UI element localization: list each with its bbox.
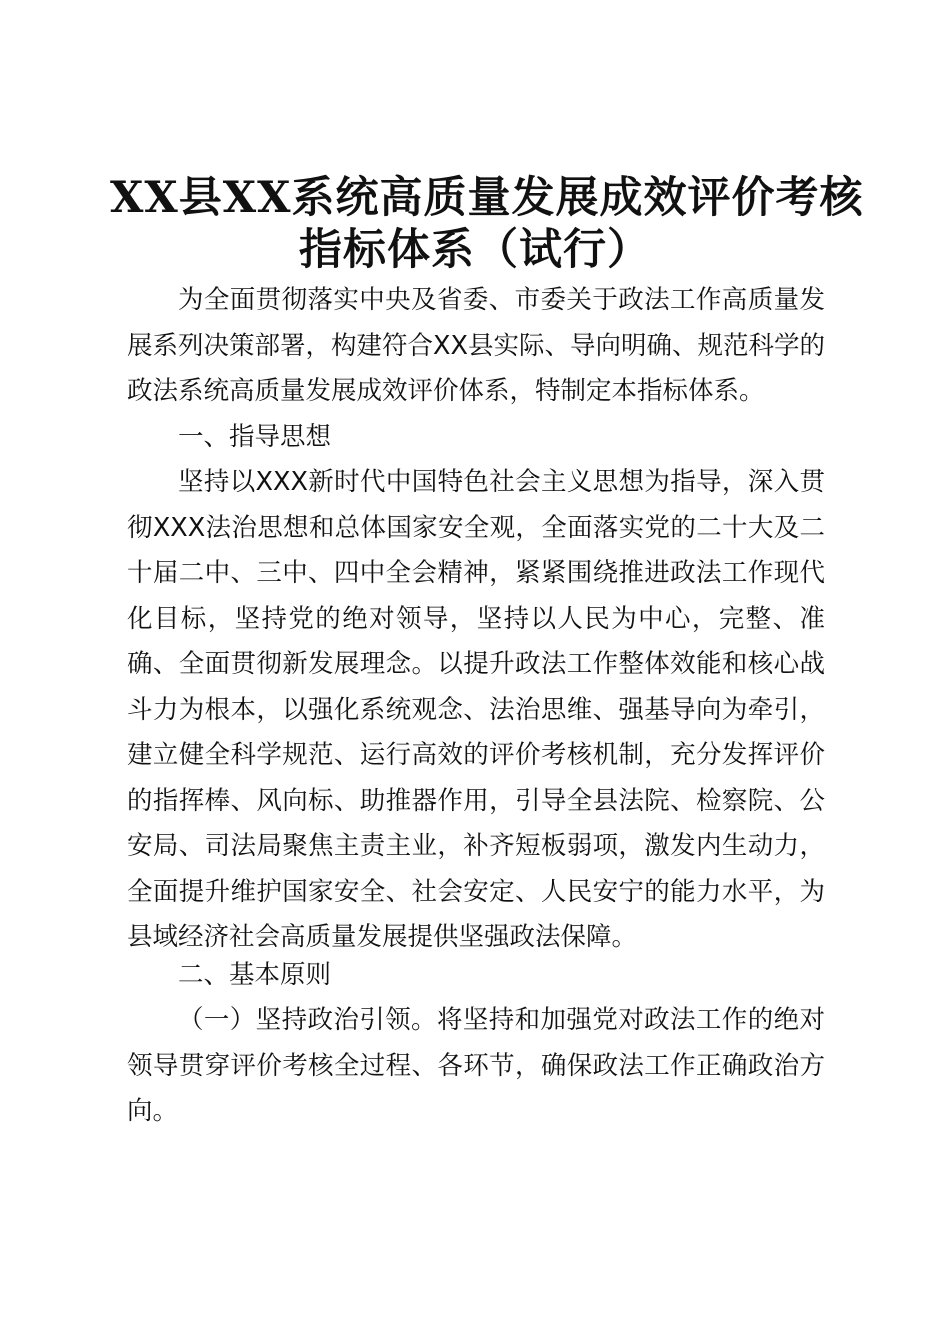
document-title-line-2: 指标体系（试行） xyxy=(299,225,651,275)
section-heading-guiding-ideology: 一、指导思想 xyxy=(178,422,332,452)
guiding-ideology-paragraph: 坚持以XXX新时代中国特色社会主义思想为指导，深入贯彻XXX法治思想和总体国家安全观，全面落实党的二十大及二十届二中、三中、四中全会精神，紧紧围绕推进政法工作现代化目标，坚持党的绝对领导，坚持以人民为中心，完整、准确、全面贯彻新发展理念。以提升政法工作整体效能和核心战斗力为根本，以强化系统观念、法治思维、强基导向为牵引，建立健全科学规范、运行高效的评价考核机制，充分发挥评价的指挥棒、风向标、助推器作用，引导全县法院、检察院、公安局、司法局聚焦主责主业，补齐短板弱项，激发内生动力，全面提升维护国家安全、社会安定、人民安宁的能力水平，为县域经济社会高质量发展提供坚强政法保障。 xyxy=(127,467,825,952)
section-heading-basic-principles: 二、基本原则 xyxy=(178,960,332,990)
basic-principle-item-1: （一）坚持政治引领。将坚持和加强党对政法工作的绝对领导贯穿评价考核全过程、各环节，确保政法工作正确政治方向。 xyxy=(127,1005,825,1126)
document-title-line-1: XX县XX系统高质量发展成效评价考核 xyxy=(110,173,864,223)
intro-paragraph: 为全面贯彻落实中央及省委、市委关于政法工作高质量发展系列决策部署，构建符合XX县实际、导向明确、规范科学的政法系统高质量发展成效评价体系，特制定本指标体系。 xyxy=(127,285,825,406)
